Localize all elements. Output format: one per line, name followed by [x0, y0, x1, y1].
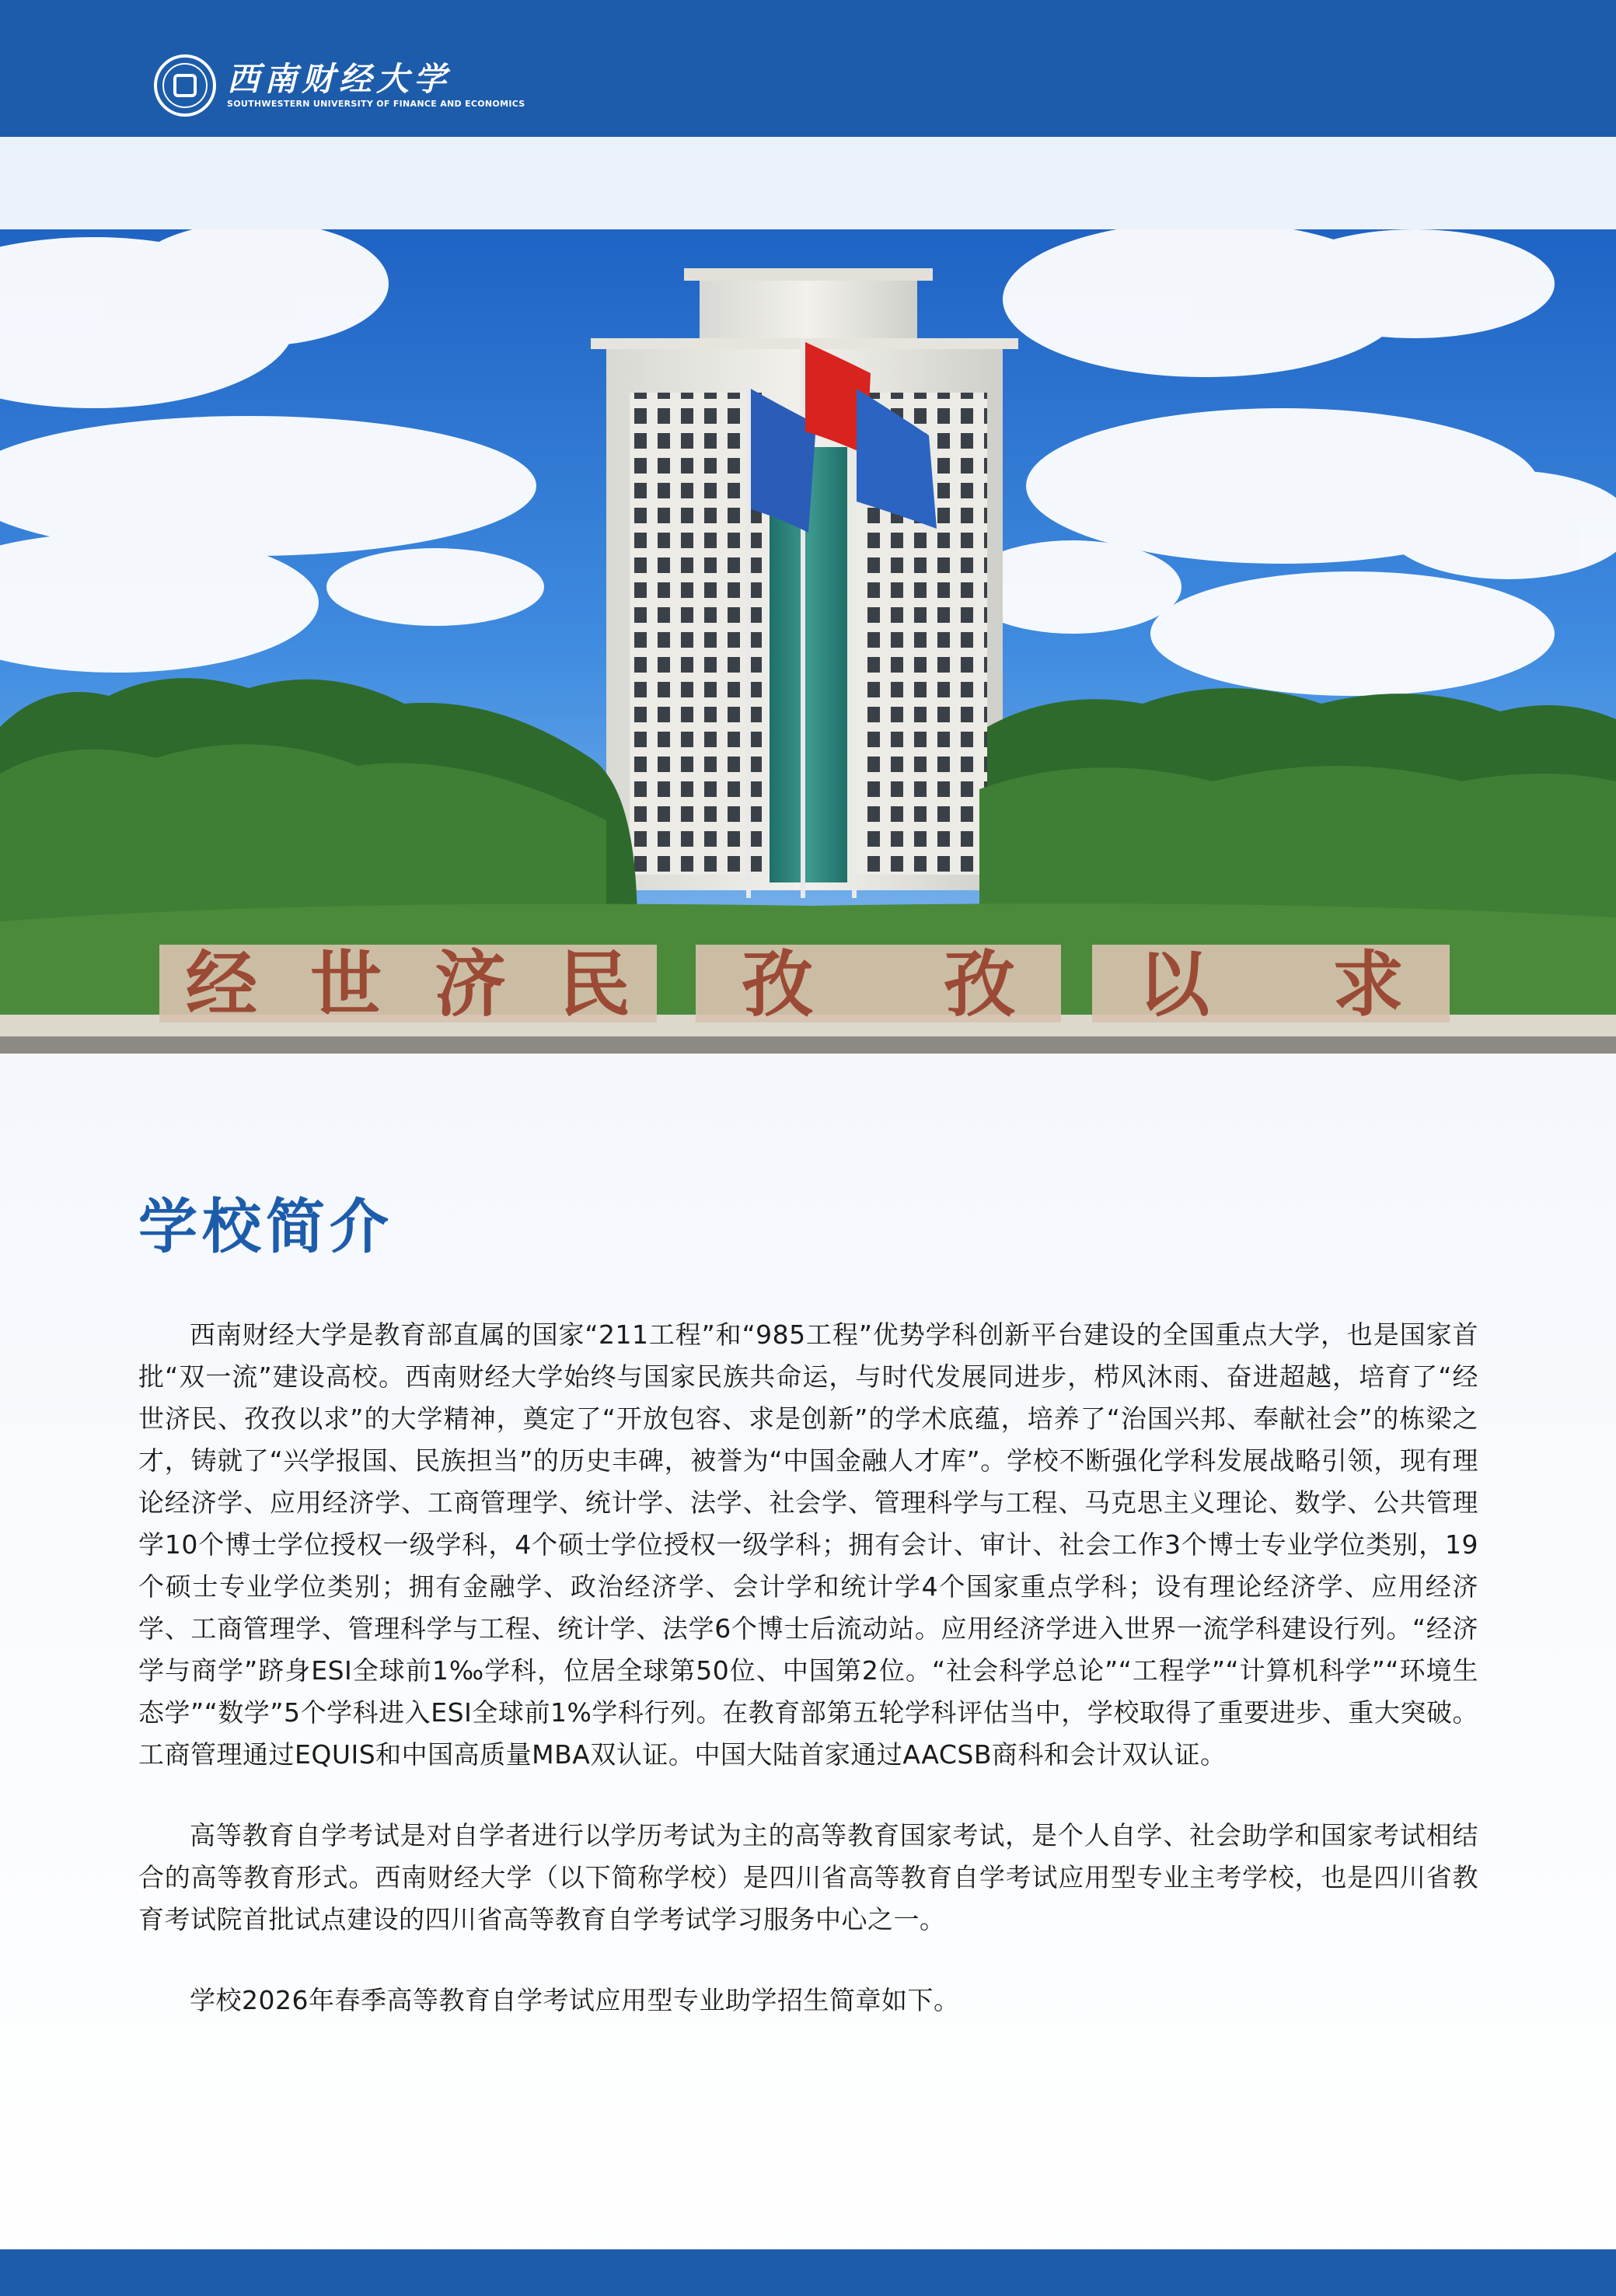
motto-character: 经	[185, 942, 258, 1026]
motto-character: 孜	[943, 942, 1016, 1026]
motto-character: 济	[434, 942, 507, 1026]
motto-character: 民	[558, 942, 631, 1026]
motto-character: 求	[1332, 942, 1405, 1026]
intro-paragraph: 学校2026年春季高等教育自学考试应用型专业助学招生简章如下。	[190, 1985, 960, 2015]
motto-character: 孜	[741, 942, 814, 1026]
university-seal-icon	[154, 54, 216, 117]
footer-bar	[0, 2249, 1616, 2296]
university-name-en: SOUTHWESTERN UNIVERSITY OF FINANCE AND ECONOMICS	[227, 99, 525, 109]
intro-paragraph: 西南财经大学是教育部直属的国家“211工程”和“985工程”优势学科创新平台建设的全国重点大学，也是国家首批“双一流”建设高校。西南财经大学始终与国家民族共命运，与时代发展同进步，栉风沐雨、奋进超越，培育了“经世济民、孜孜以求”的大学精神，奠定了“开放包容、求是创新”的学术底蕴，培养了“治国兴邦、奉献社会”的栋梁之才，铸就了“兴学报国、民族担当”的历史丰碑，被誉为“中国金融人才库”。学校不断强化学科发展战略引领，现有理论经济学、应用经济学、工商管理学、统计学、法学、社会学、管理科学与工程、马克思主义理论、数学、公共管理学10个博士学位授权一级学科，4个硕士学位授权一级学科；拥有会计、审计、社会工作3个博士专业学位类别，19个硕士专业学位类别；拥有金融学、政治经济学、会计学和统计学4个国家重点学科；设有理论经济学、应用经济学、工商管理学、管理科学与工程、统计学、法学6个博士后流动站。应用经济学进入世界一流学科建设行列。“经济学与商学”跻身ESI全球前1‰学科，位居全球第50位、中国第2位。“社会科学总论”“工程学”“计算机科学”“环境生态学”“数学”5个学科进入ESI全球前1%学科行列。在教育部第五轮学科评估当中，学校取得了重要进步、重大突破。工商管理通过EQUIS和中国高质量MBA双认证。中国大陆首家通过AACSB商科和会计双认证。	[138, 1319, 1478, 1770]
motto-character: 世	[309, 942, 382, 1026]
intro-body	[138, 1314, 1478, 2060]
section-title: 学校简介	[138, 1192, 393, 1261]
campus-photo	[0, 229, 1616, 1054]
header-bar	[0, 0, 1616, 137]
university-logo	[154, 54, 525, 117]
university-name-cn: 西南财经大学	[227, 60, 452, 98]
motto-character: 以	[1137, 942, 1210, 1026]
intro-paragraph: 高等教育自学考试是对自学者进行以学历考试为主的高等教育国家考试，是个人自学、社会助学和国家考试相结合的高等教育形式。西南财经大学（以下简称学校）是四川省高等教育自学考试应用型专业主考学校，也是四川省教育考试院首批试点建设的四川省高等教育自学考试学习服务中心之一。	[138, 1820, 1478, 1934]
